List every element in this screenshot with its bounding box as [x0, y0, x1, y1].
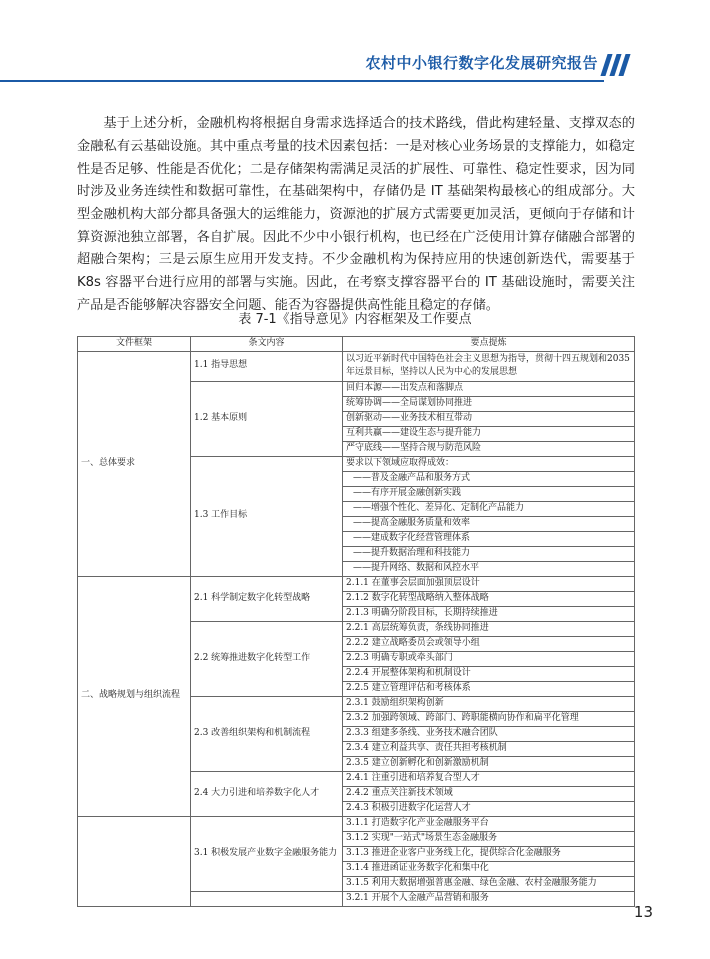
- point-cell: 创新驱动——业务技术相互带动: [343, 411, 635, 426]
- body-paragraph: 基于上述分析，金融机构将根据自身需求选择适合的技术路线，借此构建轻量、支撑双态的金融私有云基础设施。其中重点考量的技术因素包括：一是对核心业务场景的支撑能力，如稳定性是否足够、性能是否优化；二是存储架构需满足灵活的扩展性、可靠性、稳定性要求，因为同时涉及业务连续性和数据可靠性，在基础架构中，存储仍是 IT 基础架构最核心的组成部分。大型金融机构大部分都具备强大的运维能力，资源池的扩展方式需要更加灵活，更倾向于存储和计算资源池独立部署，各自扩展。因此不少中小银行机构，也已经在广泛使用计算存储融合部署的超融合架构；三是云原生应用开发支持。不少金融机构为保持应用的快速创新迭代，需要基于 K8s 容器平台进行应用的部署与实施。因此，在考察支撑容器平台的 IT 基础设施时，需要关注产品是否能够解决容器安全问题、能否为容器提供高性能且稳定的存储。: [77, 116, 635, 313]
- article-cell: 2.2 统筹推进数字化转型工作: [191, 621, 343, 696]
- point-cell: 以习近平新时代中国特色社会主义思想为指导，贯彻十四五规划和2035年远景目标，坚持以人民为中心的发展思想: [343, 351, 635, 381]
- point-cell: 2.1.1 在董事会层面加强顶层设计: [343, 576, 635, 591]
- point-cell: ——提升数据治理和科技能力: [343, 546, 635, 561]
- point-cell: ——建成数字化经营管理体系: [343, 531, 635, 546]
- header-stripes-decoration: [602, 54, 630, 76]
- point-cell: 2.2.1 高层统筹负责，条线协同推进: [343, 621, 635, 636]
- header-rule: [0, 80, 604, 82]
- point-cell: 2.3.5 建立创新孵化和创新激励机制: [343, 756, 635, 771]
- article-cell: 2.1 科学制定数字化转型战略: [191, 576, 343, 621]
- point-cell: 2.1.3 明确分阶段目标，长期持续推进: [343, 606, 635, 621]
- article-cell: 2.3 改善组织架构和机制流程: [191, 696, 343, 771]
- table-row: [78, 816, 635, 831]
- point-cell: 3.2.1 开展个人金融产品营销和服务: [343, 891, 635, 906]
- point-cell: 3.1.4 推进函证业务数字化和集中化: [343, 861, 635, 876]
- point-cell: 2.3.3 组建多条线、业务技术融合团队: [343, 726, 635, 741]
- point-cell: 要求以下领域应取得成效：: [343, 456, 635, 471]
- point-cell: 回归本源——出发点和落脚点: [343, 381, 635, 396]
- point-cell: 严守底线——坚持合规与防范风险: [343, 441, 635, 456]
- header-cell: 条文内容: [191, 337, 343, 352]
- framework-cell: 二、战略规划与组织流程: [78, 576, 191, 816]
- header-cell: 文件框架: [78, 337, 191, 352]
- point-cell: 互利共赢——建设生态与提升能力: [343, 426, 635, 441]
- article-cell: 2.4 大力引进和培养数字化人才: [191, 771, 343, 816]
- article-cell: [191, 891, 343, 906]
- point-cell: 2.2.3 明确专职或牵头部门: [343, 651, 635, 666]
- point-cell: ——有序开展金融创新实践: [343, 486, 635, 501]
- point-cell: 2.2.4 开展整体架构和机制设计: [343, 666, 635, 681]
- point-cell: ——增强个性化、差异化、定制化产品能力: [343, 501, 635, 516]
- article-cell: 1.1 指导思想: [191, 351, 343, 381]
- point-cell: 2.2.5 建立管理评估和考核体系: [343, 681, 635, 696]
- point-cell: ——提高金融服务质量和效率: [343, 516, 635, 531]
- point-cell: ——提升网络、数据和风控水平: [343, 561, 635, 576]
- table-header-row: [78, 337, 635, 352]
- article-cell: 3.1 积极发展产业数字金融服务能力: [191, 816, 343, 891]
- report-title: 农村中小银行数字化发展研究报告: [365, 54, 598, 72]
- header-cell: 要点提炼: [343, 337, 635, 352]
- point-cell: 2.3.1 鼓励组织架构创新: [343, 696, 635, 711]
- point-cell: 2.4.2 重点关注新技术领域: [343, 786, 635, 801]
- framework-table: [77, 336, 635, 907]
- article-cell: 1.3 工作目标: [191, 456, 343, 576]
- point-cell: 2.2.2 建立战略委员会或领导小组: [343, 636, 635, 651]
- point-cell: 2.1.2 数字化转型战略纳入整体战略: [343, 591, 635, 606]
- page-number: 13: [633, 903, 653, 921]
- framework-cell: 一、总体要求: [78, 351, 191, 576]
- point-cell: 2.3.4 建立利益共享、责任共担考核机制: [343, 741, 635, 756]
- point-cell: 3.1.5 利用大数据增强普惠金融、绿色金融、农村金融服务能力: [343, 876, 635, 891]
- point-cell: 3.1.3 推进企业客户业务线上化，提供综合化金融服务: [343, 846, 635, 861]
- table-row: [78, 576, 635, 591]
- point-cell: 3.1.1 打造数字化产业金融服务平台: [343, 816, 635, 831]
- point-cell: 2.4.3 积极引进数字化运营人才: [343, 801, 635, 816]
- point-cell: 2.4.1 注重引进和培养复合型人才: [343, 771, 635, 786]
- point-cell: 3.1.2 实现"一站式"场景生态金融服务: [343, 831, 635, 846]
- point-cell: 2.3.2 加强跨领域、跨部门、跨职能横向协作和扁平化管理: [343, 711, 635, 726]
- point-cell: ——普及金融产品和服务方式: [343, 471, 635, 486]
- framework-cell: [78, 816, 191, 906]
- article-cell: 1.2 基本原则: [191, 381, 343, 456]
- point-cell: 统筹协调——全局谋划协同推进: [343, 396, 635, 411]
- table-caption: 表 7-1《指导意见》内容框架及工作要点: [238, 312, 472, 327]
